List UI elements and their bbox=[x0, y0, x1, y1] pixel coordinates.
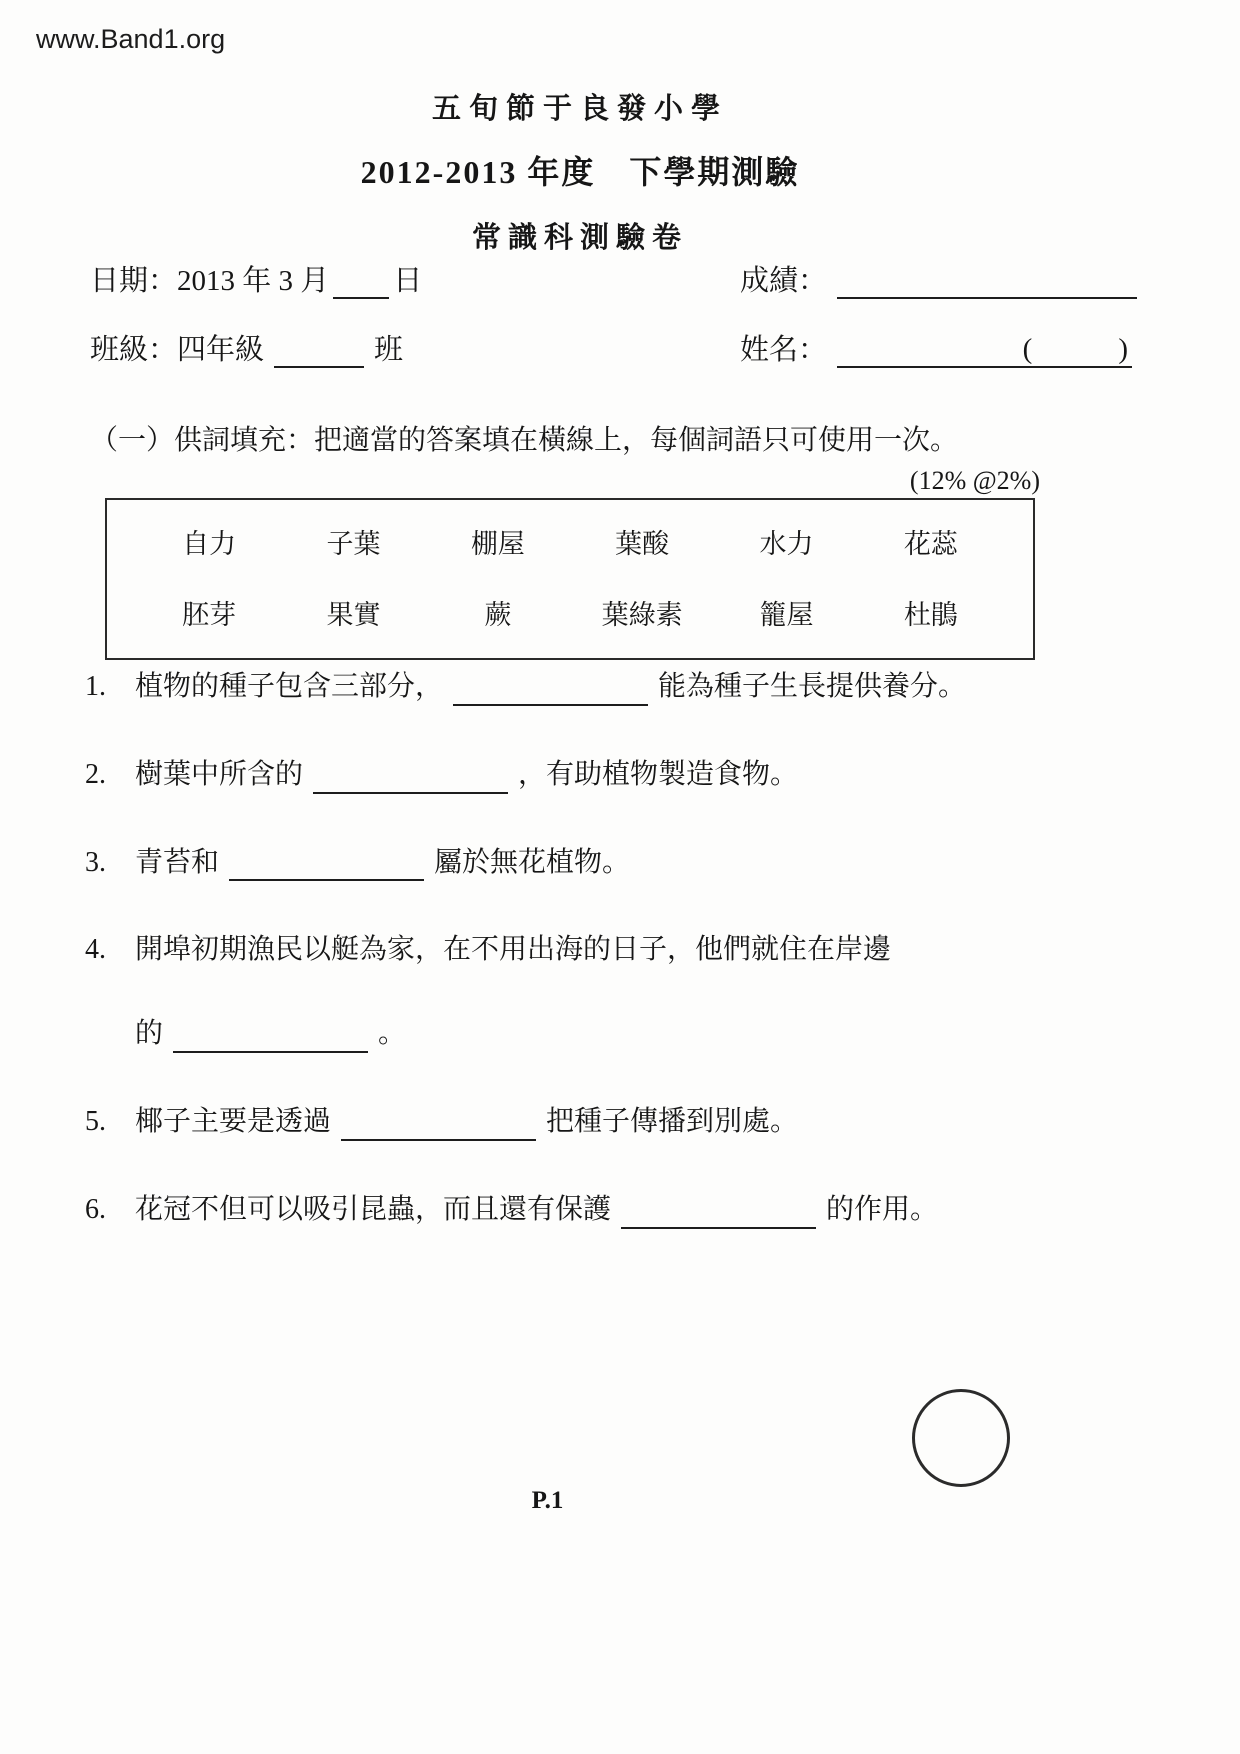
question-number: 1. bbox=[85, 671, 106, 702]
question-text-pre: 的 bbox=[135, 1018, 164, 1050]
exam-term-title: 2012-2013 年度 下學期測驗 bbox=[360, 154, 800, 190]
date-blank bbox=[333, 269, 389, 299]
question-text bbox=[135, 844, 1185, 882]
class-blank bbox=[274, 338, 364, 368]
word-bank-item: 花蕊 bbox=[903, 529, 958, 559]
question-number: 4. bbox=[85, 934, 106, 966]
question-item-4 bbox=[85, 931, 1185, 1053]
paper-header bbox=[0, 86, 1160, 256]
question-item-6 bbox=[85, 1191, 1185, 1229]
question-number: 6. bbox=[85, 1193, 106, 1225]
question-text-post: 把種子傳播到別處。 bbox=[546, 1105, 799, 1137]
page-number: P.1 bbox=[531, 1487, 564, 1514]
name-label: 姓名： bbox=[740, 334, 828, 366]
question-text-post: 。 bbox=[378, 1018, 407, 1050]
question-text-post: 能為種子生長提供養分。 bbox=[658, 671, 967, 702]
class-label: 班級：四年級 bbox=[90, 334, 265, 366]
question-text bbox=[135, 668, 1185, 706]
class-suffix: 班 bbox=[374, 334, 404, 366]
word-bank-item: 果實 bbox=[326, 600, 381, 630]
word-bank-item: 籠屋 bbox=[759, 600, 814, 630]
info-row-1 bbox=[90, 258, 1185, 299]
question-number: 2. bbox=[85, 758, 106, 790]
exam-subject-title: 常識科測驗卷 bbox=[471, 222, 688, 254]
question-item-5 bbox=[85, 1103, 1185, 1141]
question-text-line2 bbox=[135, 1015, 1185, 1053]
name-paren-close: ) bbox=[1118, 333, 1129, 365]
question-text-pre: 花冠不但可以吸引昆蟲，而且還有保護 bbox=[135, 1193, 612, 1225]
score-line bbox=[740, 258, 1185, 299]
question-text-pre: 青苔和 bbox=[135, 846, 220, 878]
word-bank-item: 蕨 bbox=[484, 600, 512, 630]
class-line bbox=[90, 327, 740, 368]
question-text-post: 屬於無花植物。 bbox=[434, 846, 631, 878]
word-bank-box bbox=[105, 498, 1035, 660]
answer-blank bbox=[621, 1201, 816, 1229]
word-bank-item: 子葉 bbox=[326, 529, 381, 559]
question-text-pre: 椰子主要是透過 bbox=[135, 1105, 332, 1137]
question-text bbox=[135, 1191, 1185, 1229]
answer-blank bbox=[341, 1113, 536, 1141]
question-text-post: ，有助植物製造食物。 bbox=[518, 758, 799, 790]
word-bank-item: 棚屋 bbox=[470, 529, 525, 559]
date-line bbox=[90, 258, 740, 299]
word-bank-item: 葉酸 bbox=[615, 529, 670, 559]
question-text bbox=[135, 756, 1185, 794]
word-bank-item: 杜鵑 bbox=[903, 600, 958, 630]
student-info-block bbox=[90, 258, 1185, 396]
date-suffix: 日 bbox=[393, 265, 423, 297]
word-bank-item: 葉綠素 bbox=[601, 600, 683, 630]
question-text-pre: 樹葉中所含的 bbox=[135, 758, 304, 790]
answer-blank bbox=[453, 678, 648, 706]
question-item-3 bbox=[85, 844, 1185, 882]
question-number: 5. bbox=[85, 1105, 106, 1137]
name-blank bbox=[837, 333, 1132, 368]
section-one-heading: （一）供詞填充：把適當的答案填在橫線上，每個詞語只可使用一次。 bbox=[90, 425, 959, 456]
date-label: 日期：2013 年 3 月 bbox=[90, 265, 330, 297]
question-text bbox=[135, 931, 1185, 1053]
info-row-2 bbox=[90, 327, 1185, 368]
word-bank-item: 自力 bbox=[182, 529, 237, 559]
name-line bbox=[740, 327, 1185, 368]
circle-mark bbox=[912, 1389, 1010, 1487]
score-blank bbox=[837, 269, 1137, 299]
school-name: 五旬節于良發小學 bbox=[431, 93, 728, 125]
site-watermark: www.Band1.org bbox=[36, 24, 226, 54]
question-list bbox=[85, 668, 1185, 1279]
question-item-2 bbox=[85, 756, 1185, 794]
name-paren-open: ( bbox=[1022, 333, 1033, 365]
question-item-1 bbox=[85, 668, 1185, 706]
question-text-pre: 植物的種子包含三部分， bbox=[135, 671, 444, 702]
marks-note: (12% @2%) bbox=[909, 466, 1040, 495]
answer-blank bbox=[229, 853, 424, 881]
question-text-line1: 開埠初期漁民以艇為家，在不用出海的日子，他們就住在岸邊 bbox=[135, 934, 892, 966]
score-label: 成績： bbox=[740, 265, 828, 297]
answer-blank bbox=[173, 1025, 368, 1053]
word-bank-item: 水力 bbox=[759, 529, 814, 559]
word-bank-item: 胚芽 bbox=[182, 600, 237, 630]
question-number: 3. bbox=[85, 846, 106, 878]
answer-blank bbox=[313, 766, 508, 794]
question-text bbox=[135, 1103, 1185, 1141]
question-text-post: 的作用。 bbox=[826, 1193, 939, 1225]
